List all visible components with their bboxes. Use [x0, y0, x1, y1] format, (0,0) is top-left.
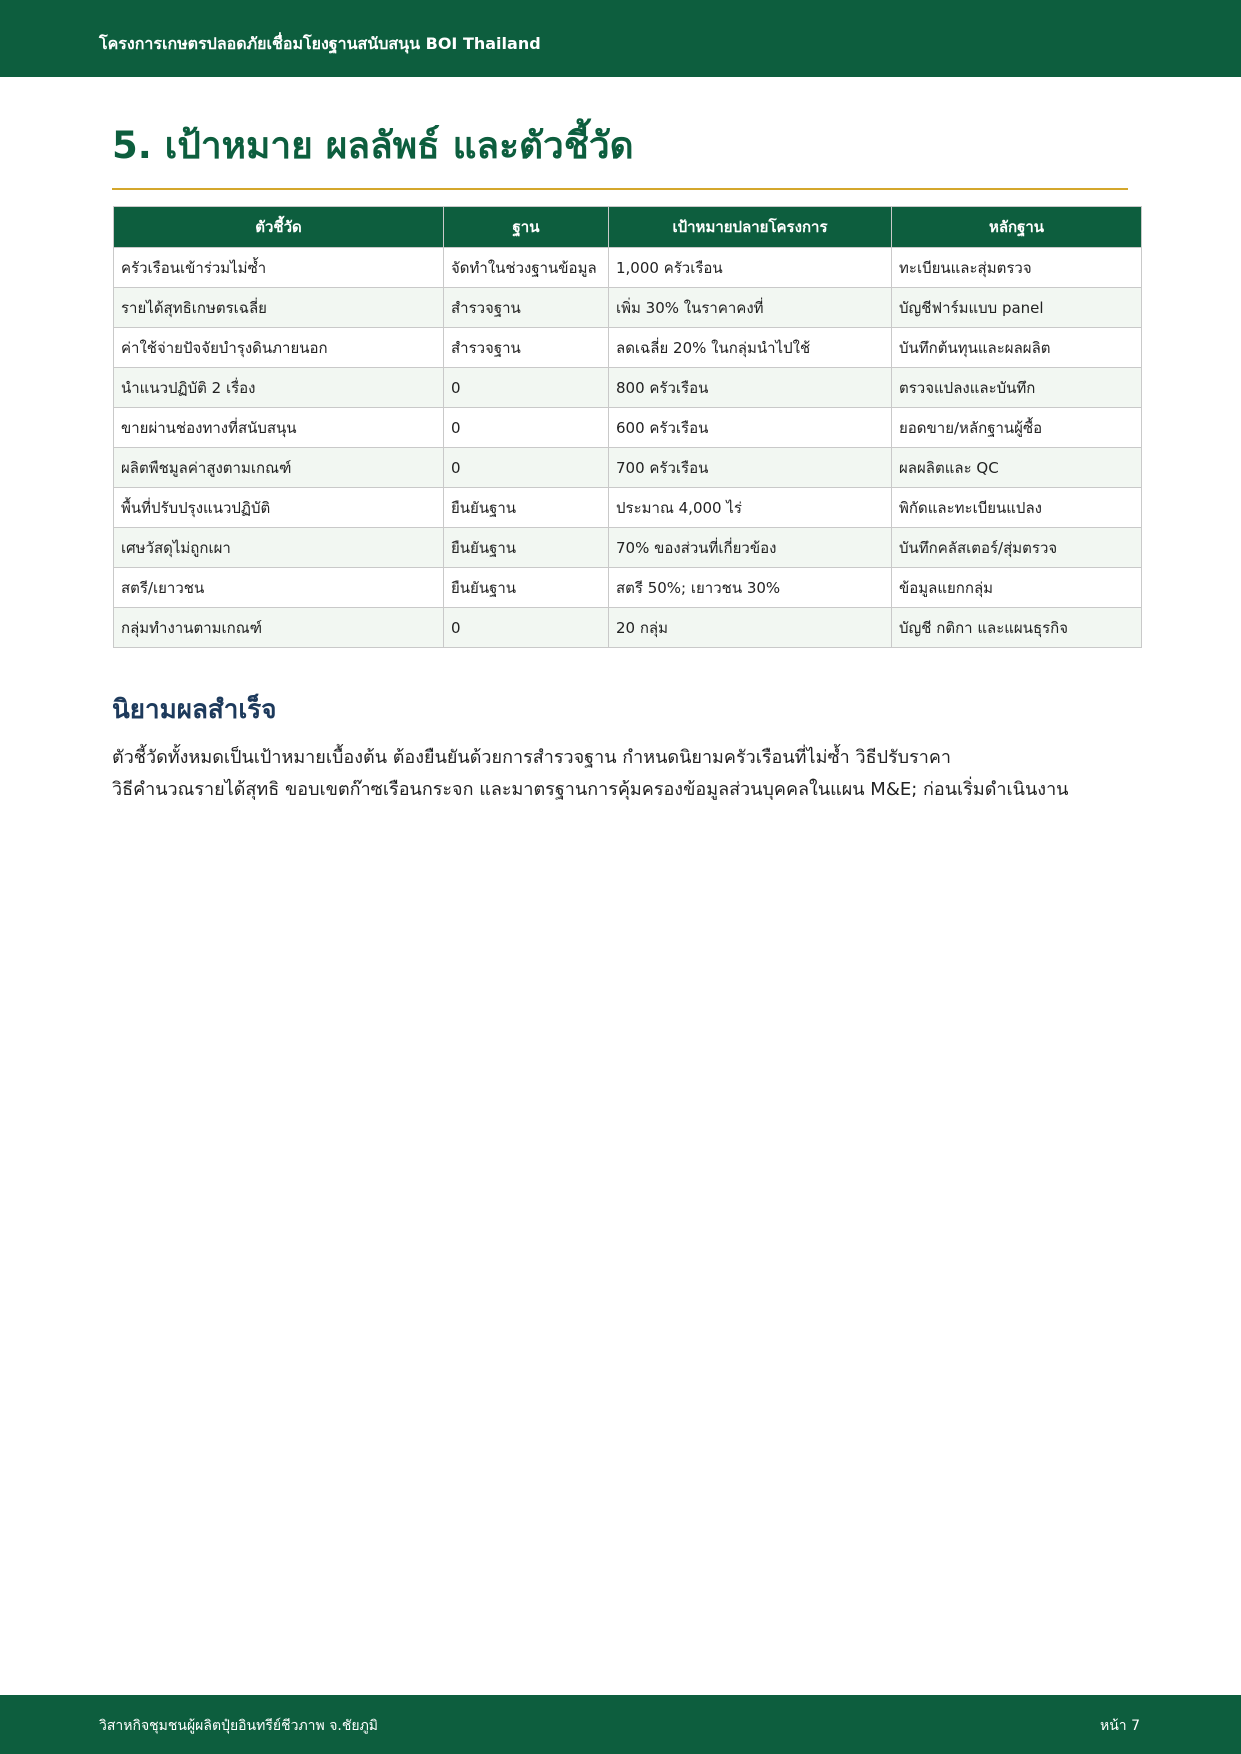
footer-organization: วิสาหกิจชุมชนผู้ผลิตปุ๋ยอินทรีย์ชีวภาพ จ.ชัยภูมิ: [99, 1718, 379, 1734]
table-cell: รายได้สุทธิเกษตรเฉลี่ย: [114, 288, 444, 328]
table-row: [114, 448, 1142, 488]
table-row: [114, 248, 1142, 288]
table-row: [114, 608, 1142, 648]
page-header: [0, 0, 1241, 77]
table-cell: 700 ครัวเรือน: [609, 448, 892, 488]
table-cell: ยืนยันฐาน: [444, 568, 609, 608]
table-cell: ผลิตพืชมูลค่าสูงตามเกณฑ์: [114, 448, 444, 488]
table-cell: เพิ่ม 30% ในราคาคงที่: [609, 288, 892, 328]
table-cell: เศษวัสดุไม่ถูกเผา: [114, 528, 444, 568]
table-header-row: [114, 207, 1142, 248]
table-cell: ครัวเรือนเข้าร่วมไม่ซ้ำ: [114, 248, 444, 288]
section-body: [112, 742, 1132, 806]
table-cell: 70% ของส่วนที่เกี่ยวข้อง: [609, 528, 892, 568]
column-header-indicator: ตัวชี้วัด: [114, 207, 444, 248]
table-cell: บัญชี กติกา และแผนธุรกิจ: [892, 608, 1142, 648]
table-cell: ยืนยันฐาน: [444, 488, 609, 528]
table-cell: ยอดขาย/หลักฐานผู้ซื้อ: [892, 408, 1142, 448]
table-cell: สำรวจฐาน: [444, 288, 609, 328]
table-cell: 0: [444, 448, 609, 488]
table-cell: ค่าใช้จ่ายปัจจัยบำรุงดินภายนอก: [114, 328, 444, 368]
table-cell: บัญชีฟาร์มแบบ panel: [892, 288, 1142, 328]
title-divider: [112, 188, 1128, 190]
table-row: [114, 408, 1142, 448]
table-cell: ตรวจแปลงและบันทึก: [892, 368, 1142, 408]
table-cell: 800 ครัวเรือน: [609, 368, 892, 408]
table-cell: 0: [444, 408, 609, 448]
table-row: [114, 528, 1142, 568]
table-cell: กลุ่มทำงานตามเกณฑ์: [114, 608, 444, 648]
indicators-table: [113, 206, 1142, 648]
table-cell: สตรี/เยาวชน: [114, 568, 444, 608]
table-cell: จัดทำในช่วงฐานข้อมูล: [444, 248, 609, 288]
body-line: วิธีคำนวณรายได้สุทธิ ขอบเขตก๊าซเรือนกระจก และมาตรฐานการคุ้มครองข้อมูลส่วนบุคคลในแผน M&E; ก่อนเริ่มดำเนินงาน: [112, 779, 1069, 800]
page-title: 5. เป้าหมาย ผลลัพธ์ และตัวชี้วัด: [112, 124, 634, 167]
table-cell: 0: [444, 608, 609, 648]
page-number: หน้า 7: [1099, 1718, 1140, 1734]
table-cell: พิกัดและทะเบียนแปลง: [892, 488, 1142, 528]
column-header-baseline: ฐาน: [444, 207, 609, 248]
column-header-target: เป้าหมายปลายโครงการ: [609, 207, 892, 248]
section-heading: นิยามผลสำเร็จ: [112, 695, 277, 725]
table-cell: ลดเฉลี่ย 20% ในกลุ่มนำไปใช้: [609, 328, 892, 368]
table-cell: ประมาณ 4,000 ไร่: [609, 488, 892, 528]
table-cell: พื้นที่ปรับปรุงแนวปฏิบัติ: [114, 488, 444, 528]
table-cell: สตรี 50%; เยาวชน 30%: [609, 568, 892, 608]
table-cell: ยืนยันฐาน: [444, 528, 609, 568]
table-row: [114, 328, 1142, 368]
table-cell: ขายผ่านช่องทางที่สนับสนุน: [114, 408, 444, 448]
table-cell: บันทึกต้นทุนและผลผลิต: [892, 328, 1142, 368]
table-row: [114, 368, 1142, 408]
table-cell: ข้อมูลแยกกลุ่ม: [892, 568, 1142, 608]
table-row: [114, 568, 1142, 608]
table-cell: ทะเบียนและสุ่มตรวจ: [892, 248, 1142, 288]
body-line: ตัวชี้วัดทั้งหมดเป็นเป้าหมายเบื้องต้น ต้องยืนยันด้วยการสำรวจฐาน กำหนดนิยามครัวเรือนที่ไม่ซ้ำ วิธีปรับราคา: [112, 747, 952, 768]
table-cell: นำแนวปฏิบัติ 2 เรื่อง: [114, 368, 444, 408]
table-row: [114, 488, 1142, 528]
header-title: โครงการเกษตรปลอดภัยเชื่อมโยงฐานสนับสนุน BOI Thailand: [99, 34, 541, 53]
table-cell: 1,000 ครัวเรือน: [609, 248, 892, 288]
table-cell: สำรวจฐาน: [444, 328, 609, 368]
table-cell: บันทึกคลัสเตอร์/สุ่มตรวจ: [892, 528, 1142, 568]
column-header-evidence: หลักฐาน: [892, 207, 1142, 248]
page-footer: [0, 1695, 1241, 1754]
table-cell: 0: [444, 368, 609, 408]
table-row: [114, 288, 1142, 328]
table-cell: 600 ครัวเรือน: [609, 408, 892, 448]
table-cell: 20 กลุ่ม: [609, 608, 892, 648]
table-cell: ผลผลิตและ QC: [892, 448, 1142, 488]
